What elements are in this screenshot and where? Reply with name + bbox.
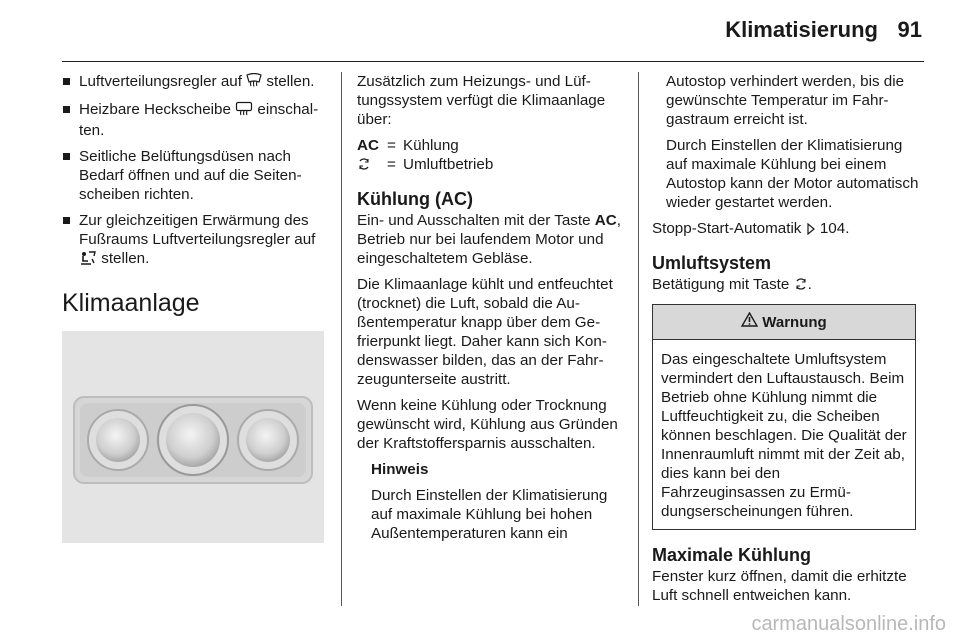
column-1 [62, 72, 328, 543]
list-item: Seitliche Belüftungsdüsen nach Bedarf öffnen und auf die Seitenscheiben richten. [62, 147, 328, 204]
warning-header: Warnung [653, 305, 915, 340]
definition-row: AC = Kühlung [357, 137, 459, 154]
hint-title: Hinweis [371, 461, 429, 478]
page-header [0, 0, 960, 60]
hint-continued: Durch Einstellen der Klimatisierung auf maximale Kühlung bei einem Autostop kann der Motor automatisch wieder gestartet werden. [666, 137, 919, 211]
climate-control-photo [62, 331, 324, 543]
column-divider-2 [638, 72, 639, 606]
watermark: carmanualsonline.info [751, 613, 946, 635]
recirculation-title: Umluftsystem [652, 253, 772, 273]
page-reference-arrow-icon [806, 221, 816, 240]
cooling-title: Kühlung (AC) [357, 189, 473, 209]
header-rule [62, 61, 924, 62]
paragraph: Die Klimaanlage kühlt und entfeuchtet (trocknet) die Luft, sobald die Außentemperatur knapp über dem Gefrierpunkt liegt. Daher kann sich Kondenswasser bilden, das an der Fahrzeugunterseite austritt. [357, 276, 613, 388]
warning-triangle-icon [741, 312, 758, 332]
list-item: Luftverteilungsregler auf stellen. [62, 72, 328, 93]
rear-window-heating-icon [235, 101, 253, 121]
hint-box [357, 460, 625, 543]
paragraph: Ein- und Ausschalten mit der Taste AC, Betrieb nur bei laufendem Motor und eingeschaltetem Gebläse. [357, 212, 621, 267]
footwell-windscreen-icon [79, 250, 97, 270]
chapter-title: Klimatisierung [725, 17, 878, 42]
list-item: Zur gleichzeitigen Erwärmung des Fußraums Luftverteilungsregler auf stellen. [62, 211, 328, 270]
list-item: Heizbare Heckscheibe einschalten. [62, 100, 328, 140]
warning-box [652, 304, 916, 530]
warning-text: Das eingeschaltete Umluftsystem vermindert den Luftaustausch. Beim Betrieb ohne Kühlung nimmt die Luftfeuchtigkeit zu, die Scheiben können beschlagen. Die Qualität der Innenraumluft nimmt mit der Zeit ab, dies kann bei den Fahrzeuginsassen zu Ermüdungserscheinungen führen. [661, 351, 907, 520]
definition-row: = Umluftbetrieb [357, 155, 625, 176]
column-divider-1 [341, 72, 342, 606]
paragraph: Wenn keine Kühlung oder Trocknung gewünscht wird, Kühlung aus Gründen der Kraftstoffersparnis ausschalten. [357, 397, 618, 452]
defrost-windscreen-icon [246, 73, 262, 93]
section-title: Klimaanlage [62, 289, 200, 317]
column-3 [652, 72, 920, 612]
paragraph: Betätigung mit Taste . [652, 275, 920, 296]
max-cooling-title: Maximale Kühlung [652, 545, 812, 565]
column-2 [357, 72, 625, 550]
paragraph: Fenster kurz öffnen, damit die erhitzte Luft schnell entweichen kann. [652, 568, 907, 604]
hint-continued: Autostop verhindert werden, bis die gewünschte Temperatur im Fahrgastraum erreicht ist. [666, 73, 905, 128]
cross-reference: Stopp-Start-Automatik 104. [652, 219, 920, 240]
page-number: 91 [897, 17, 922, 42]
hint-text: Durch Einstellen der Klimatisierung auf maximale Kühlung bei hohen Außentemperaturen kann ein [371, 487, 608, 542]
intro-paragraph: Zusätzlich zum Heizungs- und Lüftungssystem verfügt die Klimaanlage über: [357, 73, 606, 128]
recirculation-icon [794, 277, 808, 296]
recirculation-icon [357, 157, 371, 176]
